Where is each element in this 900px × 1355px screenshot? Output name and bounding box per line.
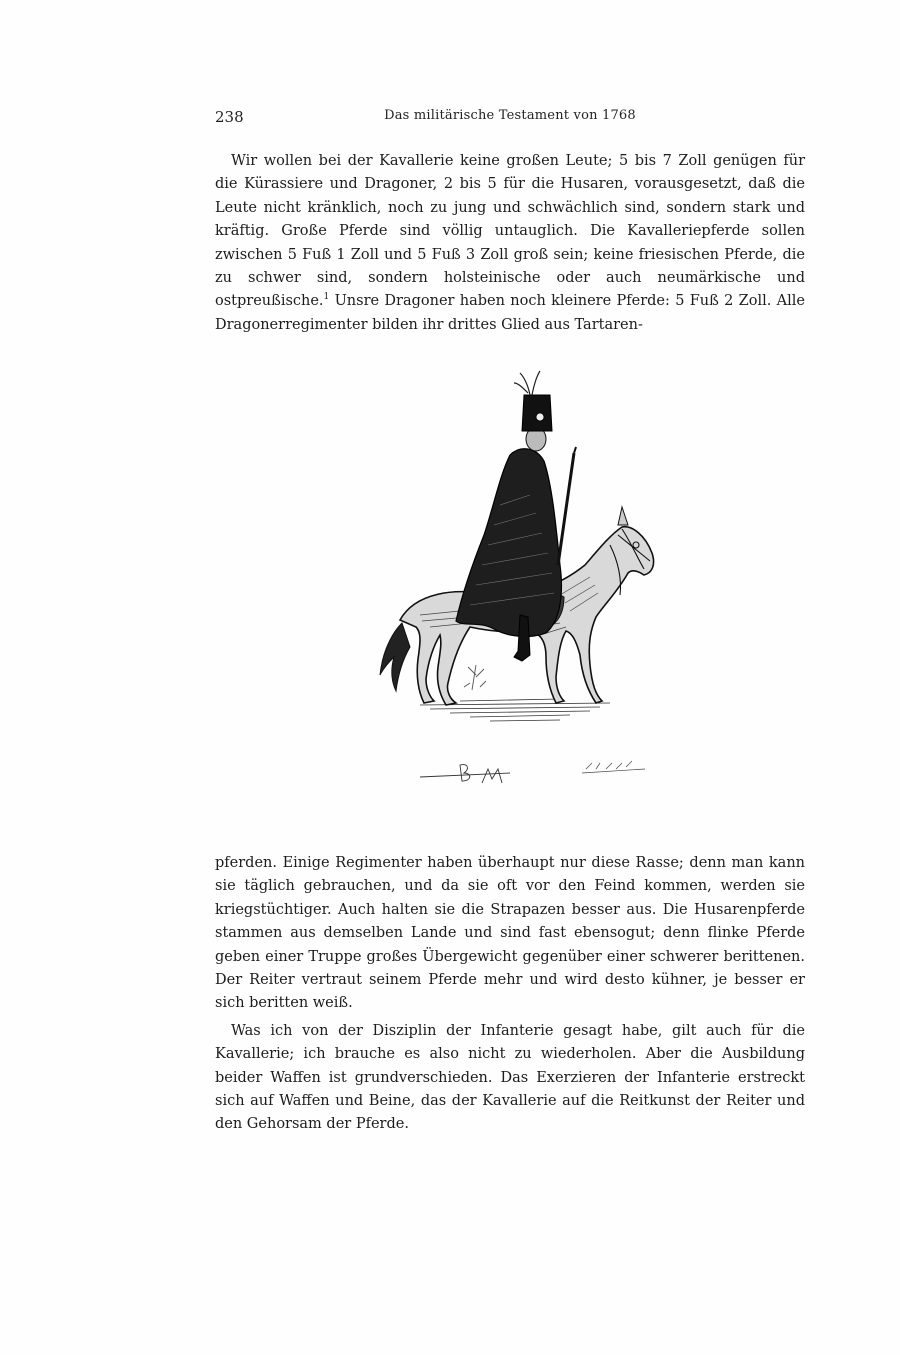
paragraph-text: Wir wollen bei der Kavallerie keine großen Leute; 5 bis 7 Zoll genügen für die Kürassiere und Dragoner, 2 bis 5 für die Husaren, vorausgesetzt, daß die Leute nicht kränklich, noch zu jung und schwächlich sind, sondern stark und kräftig. Große Pferde sind völlig untauglich. Die Kavalleriepferde sollen zwischen 5 Fuß 1 Zoll und 5 Fuß 3 Zoll groß sein; keine friesischen Pferde, die zu schwer sind, sondern holsteinische oder auch neumärkische und ostpreußische. (215, 153, 805, 310)
paragraph: pferden. Einige Regimenter haben überhaupt nur diese Rasse; denn man kann sie täglich gebrauchen, und da sie oft vor den Feind kommen, werden sie kriegstüchtiger. Auch halten sie die Strapazen besser aus. Die Husarenpferde stammen aus demselben Lande und sind fast ebensogut; denn flinke Pferde geben einer Truppe großes Übergewicht gegenüber einer schwerer berittenen. Der Reiter vertraut seinem Pferde mehr und wird desto kühner, je besser er sich beritten weiß. (215, 855, 805, 1012)
running-title: Das militärische Testament von 1768 (384, 108, 636, 123)
mounted-dragoon-drawing (360, 365, 660, 795)
footnote-marker: 1 (323, 292, 330, 303)
paragraph-text-continued: Unsre Dragoner haben noch kleinere Pferde: 5 Fuß 2 Zoll. Alle Dragonerregimenter bilden ihr drittes Glied aus Tartaren- (215, 293, 805, 333)
body-text-bottom (215, 852, 805, 1137)
rider-carbine (558, 453, 574, 565)
background-plant (464, 665, 486, 690)
page-number: 238 (215, 108, 244, 126)
rider-tall-hat (522, 395, 552, 431)
paragraph (215, 150, 805, 337)
paragraph: Was ich von der Disziplin der Infanterie gesagt habe, gilt auch für die Kavallerie; ich brauche es also nicht zu wiederholen. Aber die Ausbildung beider Waffen ist grundverschieden. Das Exerzieren der Infanterie erstreckt sich auf Waffen und Beine, das der Kavallerie auf die Reitkunst der Reiter und den Gehorsam der Pferde. (215, 1022, 805, 1133)
hat-plume (514, 371, 540, 395)
horse-tail (380, 623, 410, 691)
dragoon-illustration (360, 365, 660, 795)
engraver-signature (582, 761, 645, 773)
horse-ear (618, 507, 628, 525)
body-text-top (215, 150, 805, 337)
artist-monogram (420, 765, 510, 783)
hat-skull-badge (536, 413, 544, 421)
running-header (215, 106, 805, 130)
rider-cloak (456, 449, 561, 637)
